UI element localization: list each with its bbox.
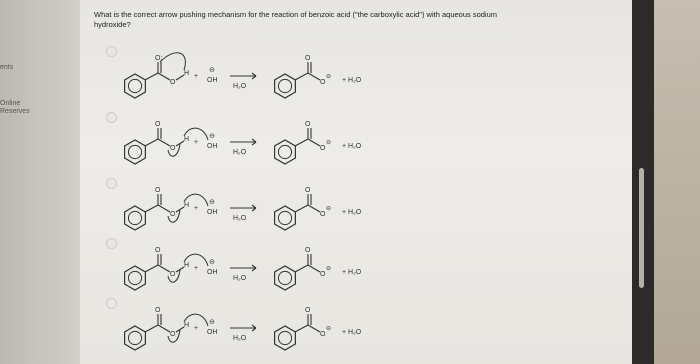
water-byproduct: + H₂O: [342, 77, 362, 84]
charge-symbol: ⊖: [209, 319, 215, 326]
acidic-proton: H: [184, 136, 190, 143]
water-byproduct: + H₂O: [342, 143, 362, 150]
bond: [145, 139, 158, 146]
bond: [158, 205, 170, 212]
plus-sign: +: [194, 139, 199, 146]
benzene-ring: [125, 326, 146, 350]
hydroxide-label: OH: [207, 143, 218, 150]
aromatic-circle: [128, 331, 141, 344]
solvent-label: H₂O: [233, 215, 247, 222]
bond: [295, 325, 308, 332]
aromatic-circle: [278, 271, 291, 284]
carboxylate-oxygen: O: [320, 271, 326, 278]
carbonyl-oxygen: O: [155, 121, 161, 128]
mechanism-drawing: [80, 40, 632, 100]
benzene-ring: [275, 206, 296, 230]
plus-sign: +: [194, 325, 199, 332]
question-panel: [80, 0, 632, 364]
aromatic-circle: [128, 211, 141, 224]
carbonyl-oxygen: O: [155, 187, 161, 194]
benzene-ring: [125, 266, 146, 290]
carbonyl-oxygen: O: [305, 121, 311, 128]
answer-option-1[interactable]: [80, 40, 632, 100]
bond: [308, 265, 320, 272]
hydroxide-label: OH: [207, 209, 218, 216]
acidic-proton: H: [184, 202, 190, 209]
bond: [145, 325, 158, 332]
carbonyl-oxygen: O: [305, 55, 311, 62]
bond: [295, 139, 308, 146]
bond: [176, 75, 184, 80]
solvent-label: H₂O: [233, 335, 247, 342]
carbonyl-oxygen: O: [305, 187, 311, 194]
bond: [308, 73, 320, 80]
benzene-ring: [125, 74, 146, 98]
bond: [145, 205, 158, 212]
plus-sign: +: [194, 73, 199, 80]
bond: [308, 139, 320, 146]
bond: [295, 205, 308, 212]
background-left: [0, 0, 80, 364]
carbonyl-oxygen: O: [305, 307, 311, 314]
charge-symbol: ⊖: [326, 266, 332, 272]
carboxylate-oxygen: O: [320, 79, 326, 86]
carboxylate-oxygen: O: [320, 145, 326, 152]
acidic-proton: H: [184, 262, 190, 269]
water-byproduct: + H₂O: [342, 329, 362, 336]
aromatic-circle: [128, 145, 141, 158]
hydroxide-label: OH: [207, 269, 218, 276]
aromatic-circle: [128, 79, 141, 92]
solvent-label: H₂O: [233, 83, 247, 90]
acidic-proton: H: [184, 70, 190, 77]
sidebar-item-contents[interactable]: ents: [0, 64, 14, 71]
answer-option-2[interactable]: [80, 106, 632, 166]
hydroxyl-oxygen: O: [170, 211, 176, 218]
solvent-label: H₂O: [233, 149, 247, 156]
hydroxide-label: OH: [207, 77, 218, 84]
aromatic-circle: [278, 79, 291, 92]
acidic-proton: H: [184, 322, 190, 329]
mechanism-drawing: [80, 292, 632, 352]
charge-symbol: ⊖: [209, 259, 215, 266]
answer-option-5[interactable]: [80, 292, 632, 352]
bond: [295, 265, 308, 272]
solvent-label: H₂O: [233, 275, 247, 282]
answer-option-3[interactable]: [80, 172, 632, 232]
aromatic-circle: [278, 211, 291, 224]
charge-symbol: ⊖: [326, 140, 332, 146]
scrollbar[interactable]: [632, 0, 654, 364]
sidebar-item-reserves[interactable]: Reserves: [0, 108, 30, 115]
carbonyl-oxygen: O:: [155, 55, 163, 62]
benzene-ring: [275, 140, 296, 164]
sidebar-item-online[interactable]: Online: [0, 100, 21, 107]
plus-sign: +: [194, 265, 199, 272]
mechanism-drawing: [80, 232, 632, 292]
charge-symbol: ⊖: [209, 67, 215, 74]
scroll-thumb[interactable]: [639, 168, 644, 288]
hydroxide-label: OH: [207, 329, 218, 336]
plus-sign: +: [194, 205, 199, 212]
charge-symbol: ⊖: [326, 74, 332, 80]
aromatic-circle: [278, 145, 291, 158]
bond: [308, 325, 320, 332]
hydroxyl-oxygen: O: [170, 79, 176, 86]
charge-symbol: ⊖: [209, 133, 215, 140]
bond: [158, 73, 170, 80]
answer-option-4[interactable]: [80, 232, 632, 292]
mechanism-drawing: [80, 172, 632, 232]
water-byproduct: + H₂O: [342, 269, 362, 276]
bond: [295, 73, 308, 80]
aromatic-circle: [278, 331, 291, 344]
carbonyl-oxygen: O: [305, 247, 311, 254]
charge-symbol: ⊖: [209, 199, 215, 206]
benzene-ring: [125, 206, 146, 230]
mechanism-arrow: [160, 53, 185, 70]
bond: [158, 265, 170, 272]
mechanism-drawing: [80, 106, 632, 166]
hydroxyl-oxygen: O: [170, 271, 176, 278]
benzene-ring: [275, 74, 296, 98]
carboxylate-oxygen: O: [320, 331, 326, 338]
carbonyl-oxygen: O: [155, 247, 161, 254]
bond: [158, 139, 170, 146]
bond: [308, 205, 320, 212]
aromatic-circle: [128, 271, 141, 284]
bond: [158, 325, 170, 332]
water-byproduct: + H₂O: [342, 209, 362, 216]
charge-symbol: ⊖: [326, 326, 332, 332]
hydroxyl-oxygen: O: [170, 145, 176, 152]
bond: [145, 73, 158, 80]
background-right: [654, 0, 700, 364]
benzene-ring: [125, 140, 146, 164]
benzene-ring: [275, 266, 296, 290]
benzene-ring: [275, 326, 296, 350]
charge-symbol: ⊖: [326, 206, 332, 212]
question-text: What is the correct arrow pushing mechanism for the reaction of benzoic acid ("the carboxylic acid") with aqueous sodium hydroxide?: [94, 10, 498, 29]
carboxylate-oxygen: O: [320, 211, 326, 218]
bond: [145, 265, 158, 272]
hydroxyl-oxygen: O: [170, 331, 176, 338]
carbonyl-oxygen: O: [155, 307, 161, 314]
